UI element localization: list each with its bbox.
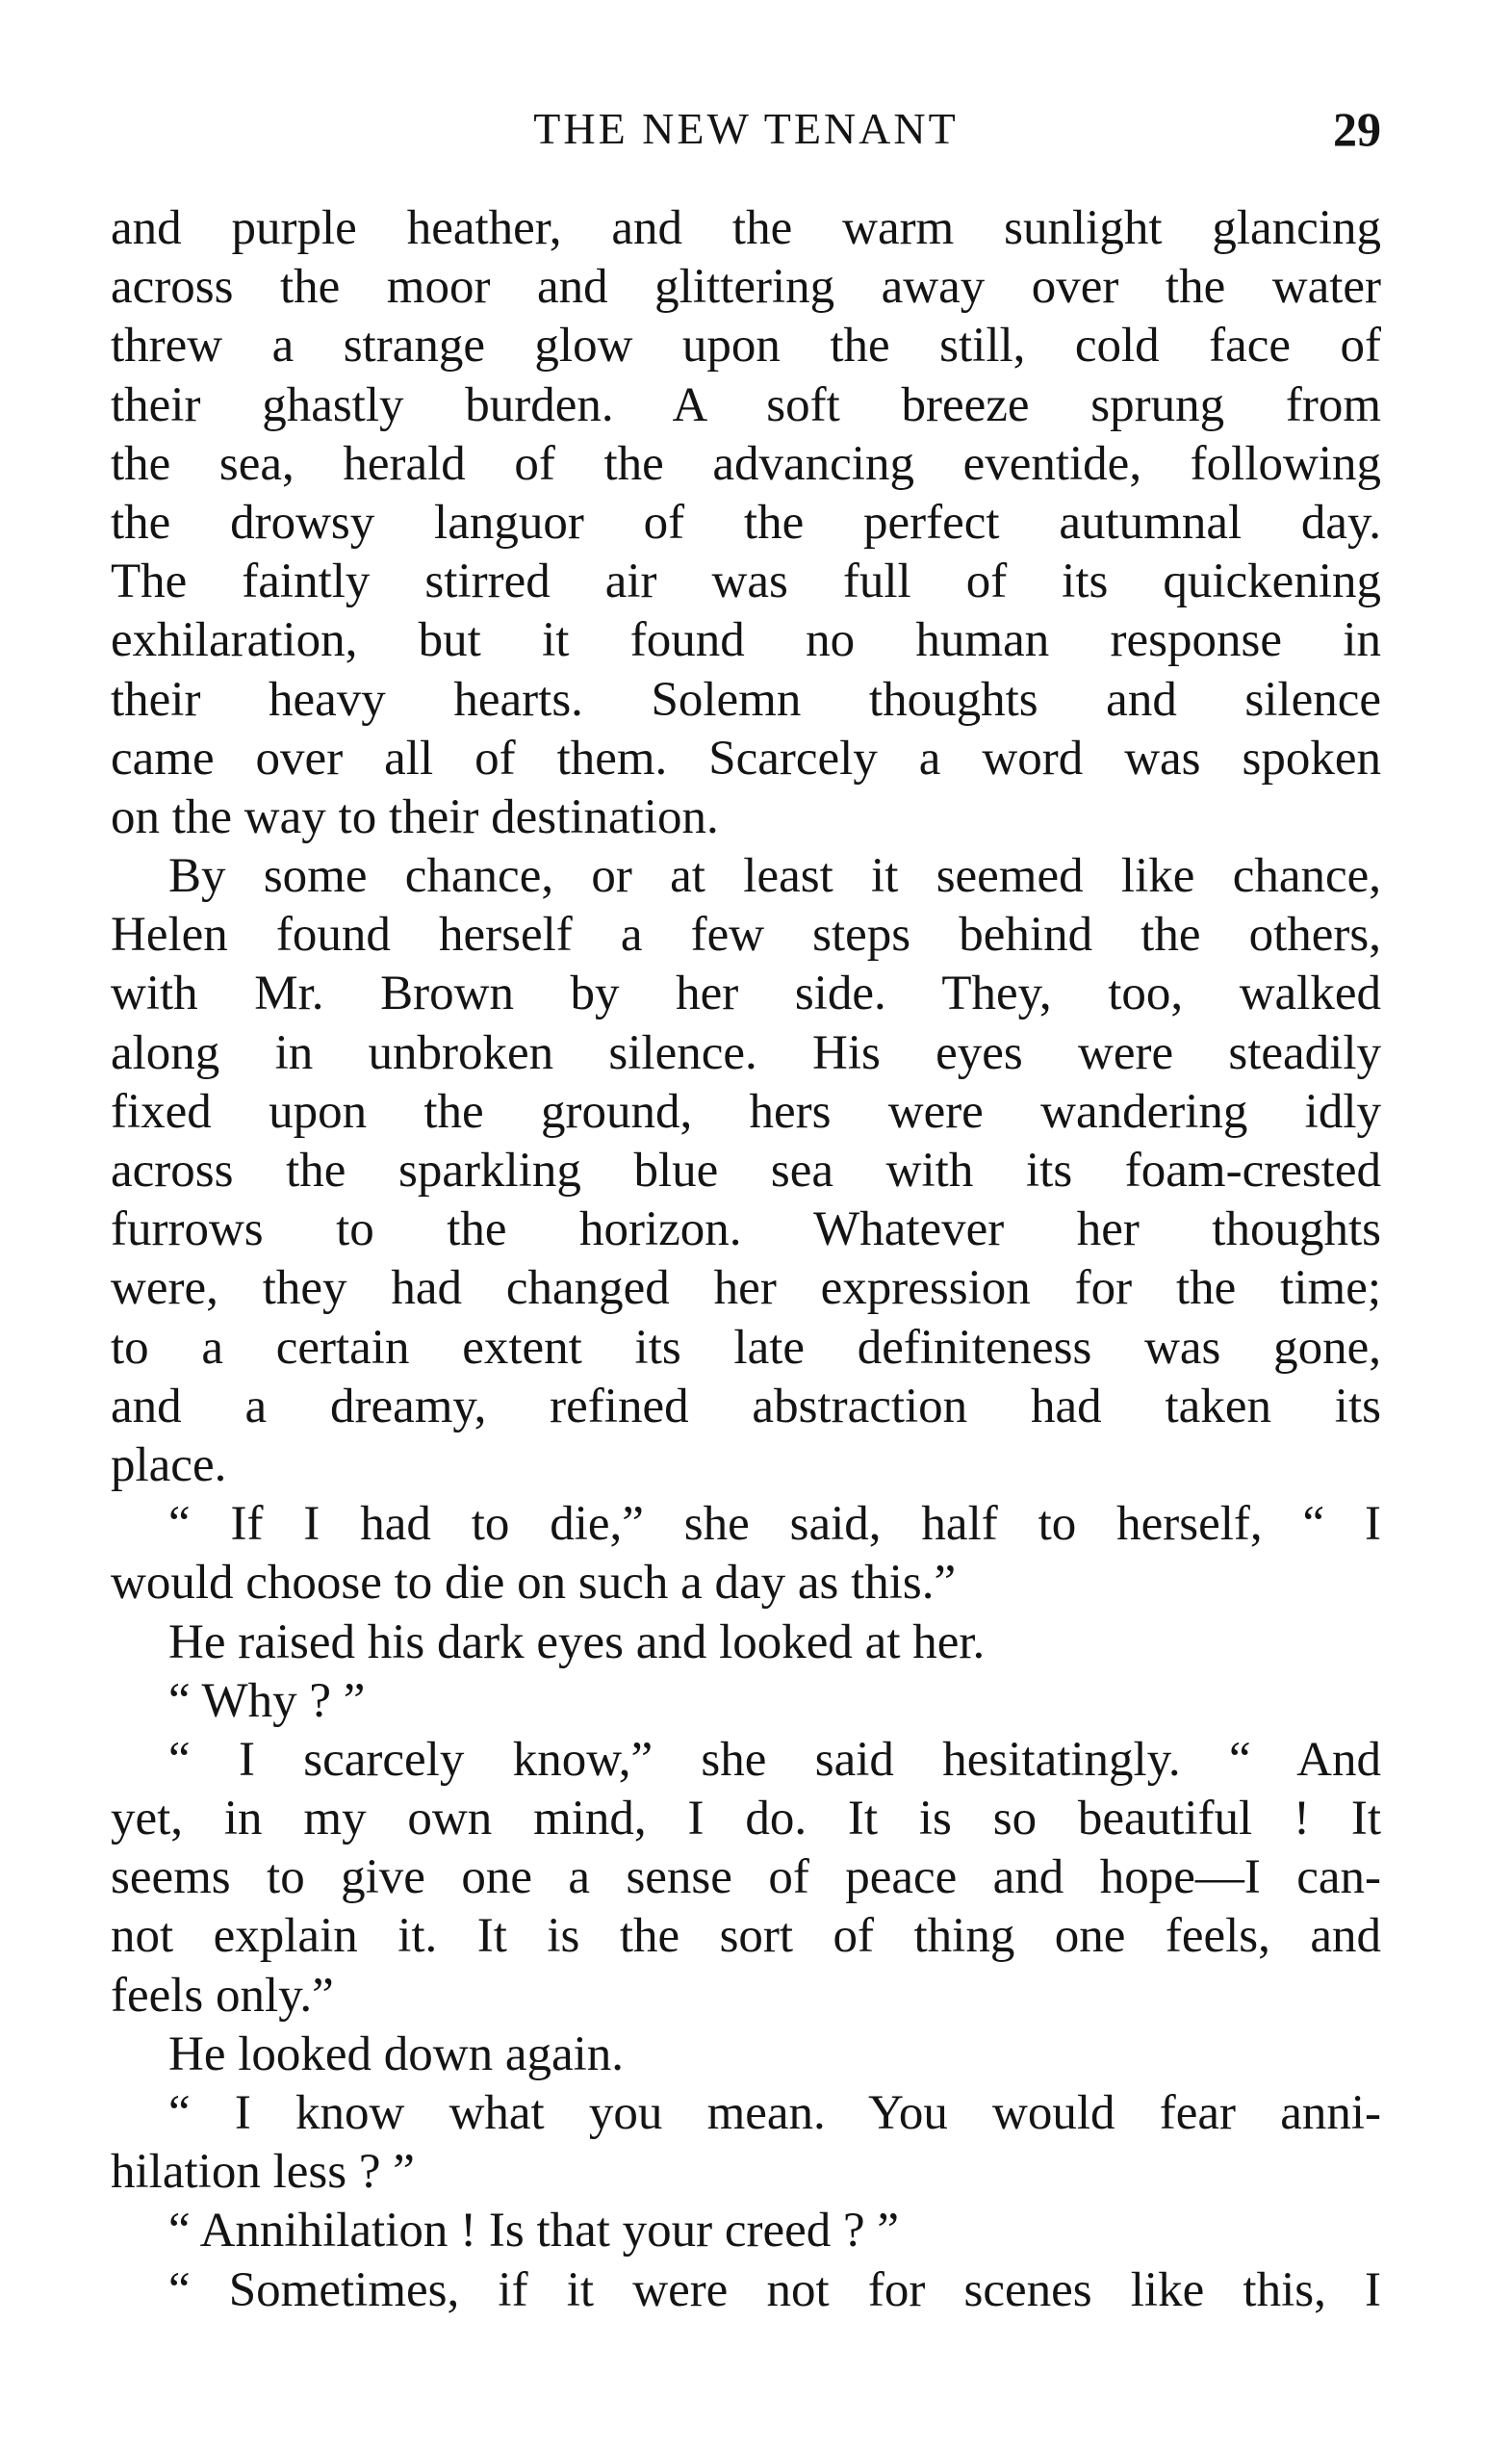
text-line: their ghastly burden. A soft breeze sprung from	[111, 377, 1381, 432]
text-line: “ I know what you mean. You would fear anni-	[168, 2086, 1381, 2140]
text-line: the drowsy languor of the perfect autumnal day.	[111, 495, 1381, 550]
text-line: The faintly stirred air was full of its quickening	[111, 555, 1381, 609]
text-line: on the way to their destination.	[111, 789, 719, 844]
text-line: and a dreamy, refined abstraction had taken its	[111, 1379, 1381, 1433]
text-line: feels only.”	[111, 1968, 334, 2023]
text-line: with Mr. Brown by her side. They, too, walked	[111, 967, 1381, 1021]
text-line: fixed upon the ground, hers were wandering idly	[111, 1084, 1381, 1139]
text-line: threw a strange glow upon the still, cold face of	[111, 319, 1381, 374]
page-header	[111, 98, 1381, 160]
text-line: their heavy hearts. Solemn thoughts and silence	[111, 672, 1381, 727]
text-line: “ Sometimes, if it were not for scenes like this, I	[168, 2262, 1381, 2317]
text-line: and purple heather, and the warm sunlight glancing	[111, 201, 1381, 255]
text-line: “ Why ? ”	[168, 1673, 366, 1728]
text-line: “ If I had to die,” she said, half to herself, “ I	[168, 1497, 1381, 1552]
text-line: across the moor and glittering away over the water	[111, 260, 1381, 315]
text-line: He looked down again.	[168, 2026, 625, 2081]
text-line: By some chance, or at least it seemed like chance,	[168, 849, 1381, 904]
text-line: exhilaration, but it found no human response in	[111, 613, 1381, 668]
text-line: “ Annihilation ! Is that your creed ? ”	[168, 2204, 900, 2258]
body-text	[111, 199, 1381, 2320]
running-title: THE NEW TENANT	[533, 104, 959, 153]
text-line: were, they had changed her expression for the time;	[111, 1261, 1381, 1316]
text-line: place.	[111, 1437, 227, 1492]
text-line: along in unbroken silence. His eyes were steadily	[111, 1025, 1381, 1080]
text-line: seems to give one a sense of peace and hope—I can-	[111, 1850, 1381, 1905]
text-line: “ I scarcely know,” she said hesitatingly. “ And	[168, 1732, 1381, 1787]
text-line: to a certain extent its late definiteness was gone,	[111, 1320, 1381, 1375]
text-line: furrows to the horizon. Whatever her thoughts	[111, 1202, 1381, 1257]
text-line: Helen found herself a few steps behind the others,	[111, 908, 1381, 963]
page-number: 29	[1333, 102, 1381, 156]
text-line: would choose to die on such a day as this.”	[111, 1556, 957, 1611]
text-line: came over all of them. Scarcely a word was spoken	[111, 731, 1381, 786]
text-line: He raised his dark eyes and looked at her.	[168, 1614, 986, 1669]
text-line: yet, in my own mind, I do. It is so beautiful ! It	[111, 1792, 1381, 1846]
text-line: the sea, herald of the advancing eventide, following	[111, 436, 1381, 491]
text-line: across the sparkling blue sea with its foam-crested	[111, 1144, 1381, 1198]
text-line: not explain it. It is the sort of thing one feels, and	[111, 1909, 1381, 1964]
text-line: hilation less ? ”	[111, 2145, 415, 2200]
